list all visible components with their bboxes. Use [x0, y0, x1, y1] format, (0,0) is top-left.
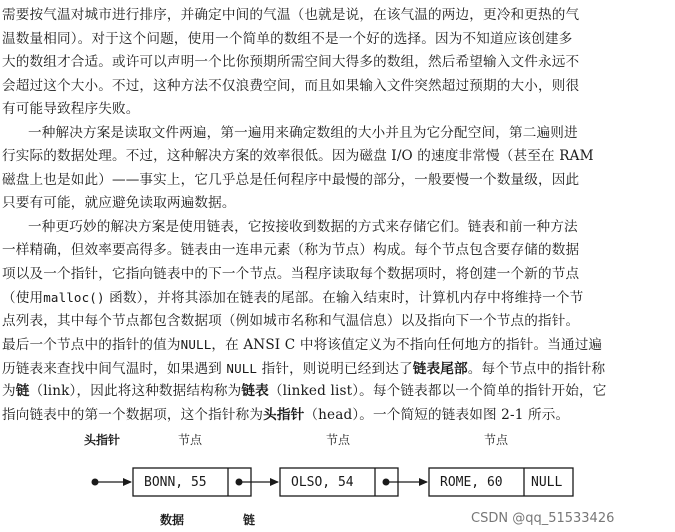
- paragraph-3: [2, 216, 674, 428]
- text-line: 一种更巧妙的解决方案是使用链表，它按接收到数据的方式来存储它们。链表和前一种方法: [28, 218, 578, 235]
- text-fragment: 指向链表中的第一个数据项，这个指针称为: [2, 406, 264, 423]
- code-null: NULL: [226, 360, 258, 376]
- node-3-data: ROME, 60: [440, 475, 503, 490]
- text-line: [2, 357, 674, 381]
- text-fragment: （link），因此将这种数据结构称为: [29, 383, 242, 399]
- text-line: [2, 286, 674, 310]
- text-line: [2, 404, 674, 428]
- document-body: [2, 4, 674, 427]
- paragraph-2: [2, 122, 674, 216]
- link-label: 链: [243, 513, 256, 527]
- text-line: 大的数组才合适。或许可以声明一个比你预期所需空间大得多的数组，然后希望输入文件永远不: [2, 54, 580, 70]
- text-fragment: （linked list）。每个链表都以一个简单的指针开始，它: [268, 383, 607, 399]
- text-line: 有可能导致程序失败。: [2, 101, 140, 117]
- text-line: 一种解决方案是读取文件两遍，第一遍用来确定数组的大小并且为它分配空间，第二遍则进: [28, 124, 578, 141]
- text-line: 点列表，其中每个节点都包含数据项（例如城市名称和气温信息）以及指向下一个节点的指针。: [2, 312, 580, 329]
- term-link: 链: [15, 383, 30, 399]
- text-line: 项以及一个指针，它指向链表中的下一个节点。当程序读取每个数据项时，将创建一个新的节点: [2, 265, 580, 282]
- watermark: CSDN @qq_51533426: [471, 511, 615, 526]
- text-line: 行实际的数据处理。不过，这种解决方案的效率很低。因为磁盘 I/O 的速度非常慢（甚至在 RAM: [2, 148, 594, 164]
- node-label: 节点: [178, 433, 203, 447]
- text-line: [2, 333, 674, 357]
- text-line: 温数量相同）。对于这个问题，使用一个简单的数组不是一个好的选择。因为不知道应该创建多: [2, 30, 573, 47]
- link-dot: [236, 479, 243, 486]
- node-label: 节点: [326, 433, 351, 447]
- text-line: [2, 380, 674, 404]
- code-malloc: malloc(): [43, 290, 105, 305]
- text-fragment: 。每个节点中的指针称: [467, 360, 606, 377]
- head-pointer-dot: [92, 479, 99, 486]
- term-list-tail: 链表尾部: [412, 360, 468, 377]
- term-linked-list: 链表: [241, 383, 269, 399]
- data-label: 数据: [160, 513, 185, 527]
- text-fragment: ，在 ANSI C 中将该值定义为不指向任何地方的指针。当通过遍: [211, 337, 603, 353]
- node-1-data: BONN, 55: [144, 475, 207, 490]
- term-head-pointer: 头指针: [263, 406, 305, 423]
- text-fragment: 最后一个节点中的指针的值为: [2, 337, 181, 353]
- null-pointer: NULL: [531, 475, 563, 490]
- linked-list-diagram: [0, 428, 675, 532]
- node-label: 节点: [484, 433, 509, 447]
- link-dot: [383, 479, 390, 486]
- code-null: NULL: [180, 337, 212, 352]
- text-line: 磁盘上也是如此）——事实上，它几乎总是任何程序中最慢的部分，一般要慢一个数量级，因此: [2, 171, 580, 188]
- paragraph-1: [2, 4, 674, 122]
- node-2-data: OLSO, 54: [291, 475, 354, 490]
- text-line: 一样精确，但效率要高得多。链表由一连串元素（称为节点）构成。每个节点包含要存储的数据: [2, 242, 580, 258]
- text-fragment: 函数），并将其添加在链表的尾部。在输入结束时，计算机内存中将维持一个节: [109, 290, 584, 306]
- text-line: 只要有可能，就应避免读取两遍数据。: [2, 195, 236, 211]
- text-fragment: （使用: [2, 290, 44, 306]
- text-fragment: 指针，则说明已经到达了: [261, 360, 413, 377]
- text-line: 会超过这个大小。不过，这种方法不仅浪费空间，而且如果输入文件突然超过预期的大小，则很: [2, 77, 580, 94]
- head-pointer-label: 头指针: [84, 433, 121, 447]
- text-fragment: 为: [2, 383, 16, 399]
- text-fragment: （head）。一个简短的链表如图 2-1 所示。: [304, 406, 570, 423]
- text-fragment: 历链表来查找中间气温时，如果遇到: [2, 360, 222, 377]
- text-line: 需要按气温对城市进行排序，并确定中间的气温（也就是说，在该气温的两边，更冷和更热的气: [2, 7, 580, 23]
